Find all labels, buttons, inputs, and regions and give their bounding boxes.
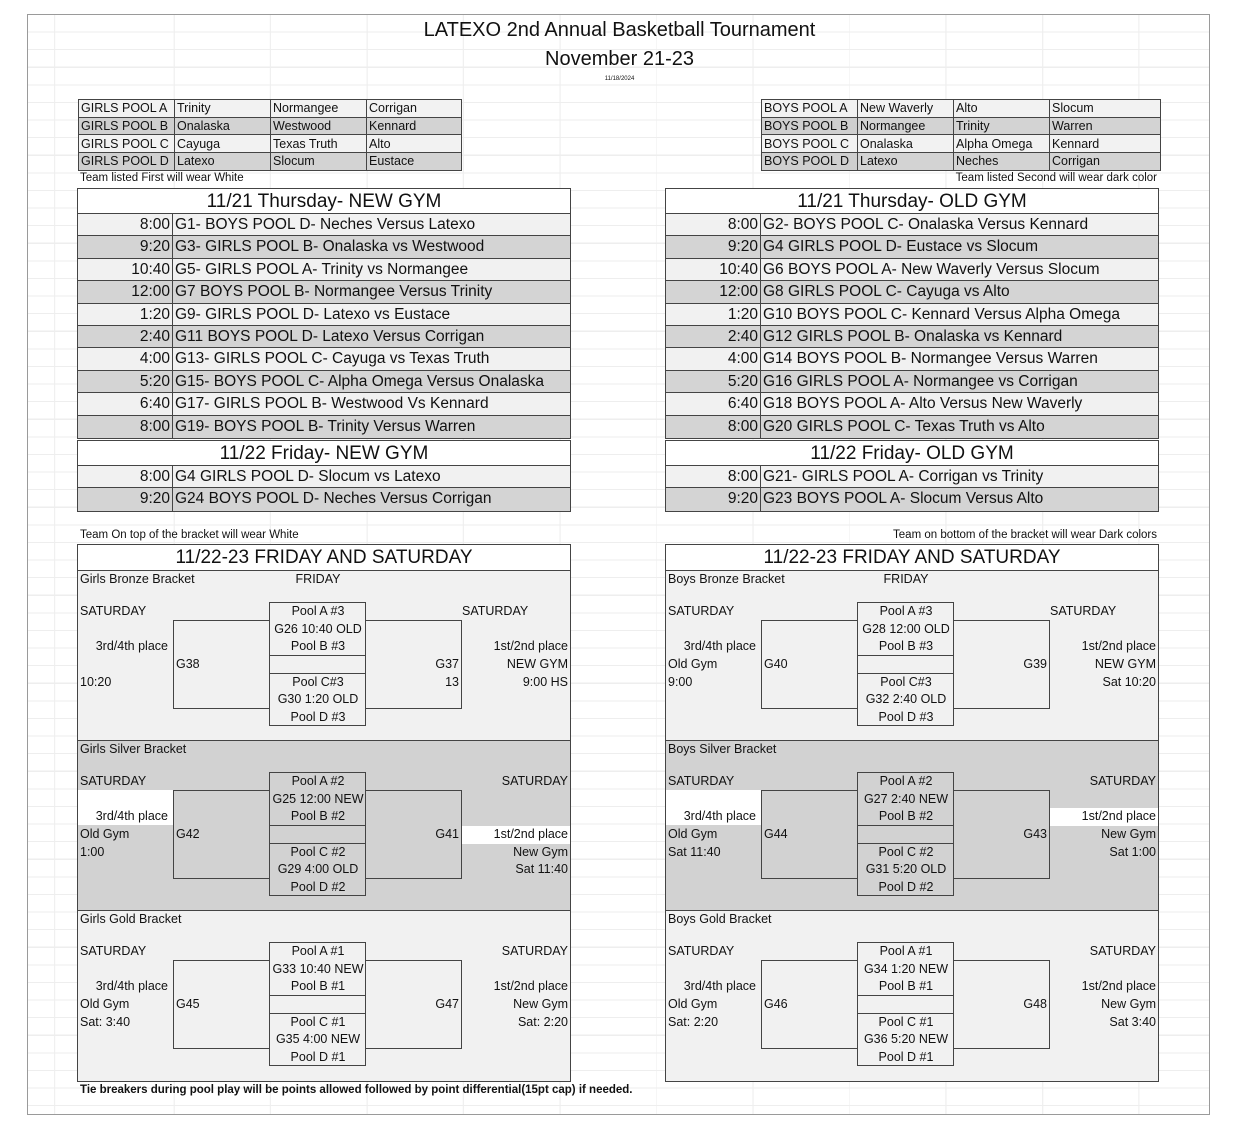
- game-slot: G28 12:00 OLD: [862, 622, 950, 636]
- schedule-friday-old-gym: [665, 440, 1159, 512]
- game-desc: G9- GIRLS POOL D- Latexo vs Eustace: [175, 305, 451, 323]
- game-time: 8:00: [78, 466, 173, 487]
- saturday-label: SATURDAY: [1089, 774, 1156, 788]
- game-desc: G8 GIRLS POOL C- Cayuga vs Alto: [763, 283, 1010, 301]
- seed-slot: Pool C #1: [290, 1015, 346, 1029]
- pool-label: BOYS POOL D: [762, 153, 858, 171]
- note-bottom-dark: Team on bottom of the bracket will wear Dark colors: [893, 529, 1157, 541]
- right-gym: NEW GYM: [506, 657, 568, 671]
- note-top-white: Team On top of the bracket will wear White: [80, 529, 299, 541]
- pool-team: Trinity: [175, 100, 271, 118]
- schedule-thursday-old-gym: [665, 188, 1159, 439]
- game-time: 5:20: [78, 371, 173, 392]
- seed-slot: Pool A #2: [879, 774, 933, 788]
- game-desc: G24 BOYS POOL D- Neches Versus Corrigan: [175, 490, 492, 508]
- pool-team: Corrigan: [1050, 153, 1161, 171]
- game-desc: G15- BOYS POOL C- Alpha Omega Versus Onalaska: [175, 372, 545, 390]
- game-desc: G16 GIRLS POOL A- Normangee vs Corrigan: [763, 372, 1078, 390]
- seed-slot: Pool D #3: [290, 710, 346, 724]
- left-time: Sat: 3:40: [80, 1015, 131, 1029]
- saturday-label: SATURDAY: [668, 944, 735, 958]
- schedule-row: [666, 348, 1158, 370]
- seed-slot: Pool C #2: [878, 845, 934, 859]
- pool-team: Cayuga: [175, 135, 271, 153]
- pool-label: BOYS POOL C: [762, 135, 858, 153]
- seed-slot: Pool B #3: [878, 639, 934, 653]
- bracket-title: Girls Bronze Bracket: [80, 572, 195, 586]
- seed-slot: Pool C #1: [878, 1015, 934, 1029]
- game-slot: G35 4:00 NEW: [275, 1032, 361, 1046]
- tiebreaker-note: Tie breakers during pool play will be points allowed followed by point differential(15pt cap) if needed.: [80, 1084, 633, 1096]
- pool-team: Latexo: [858, 153, 954, 171]
- schedule-row: [666, 416, 1158, 438]
- bracket-section: [666, 911, 1158, 1081]
- schedule-row: [78, 488, 570, 510]
- game-desc: G14 BOYS POOL B- Normangee Versus Warren: [763, 350, 1098, 368]
- seed-slot: Pool C #2: [290, 845, 346, 859]
- schedule-row: [78, 304, 570, 326]
- seed-slot: Pool A #3: [291, 604, 345, 618]
- game-time: 4:00: [78, 348, 173, 369]
- game-time: 8:00: [666, 416, 761, 438]
- game-slot: G30 1:20 OLD: [277, 692, 359, 706]
- first-place-label: 1st/2nd place: [493, 639, 568, 653]
- pool-team: Texas Truth: [271, 135, 367, 153]
- game-desc: G6 BOYS POOL A- New Waverly Versus Slocum: [763, 260, 1100, 278]
- schedule-header: 11/22 Friday- OLD GYM: [666, 441, 1158, 466]
- right-game: G48: [1023, 997, 1047, 1011]
- right-gym: New Gym: [1101, 827, 1156, 841]
- pool-team: Alto: [954, 100, 1050, 118]
- first-place-label: 1st/2nd place: [493, 979, 568, 993]
- pool-row: [79, 100, 462, 118]
- bracket-title: Boys Silver Bracket: [668, 742, 777, 756]
- schedule-row: [78, 236, 570, 258]
- pool-team: Trinity: [954, 117, 1050, 135]
- schedule-row: [666, 259, 1158, 281]
- left-game: G42: [176, 827, 200, 841]
- pool-label: GIRLS POOL A: [79, 100, 175, 118]
- game-desc: G20 GIRLS POOL C- Texas Truth vs Alto: [763, 417, 1045, 435]
- game-slot: G25 12:00 NEW: [272, 792, 364, 806]
- right-extra: 13: [445, 675, 459, 689]
- schedule-row: [78, 393, 570, 415]
- bracket-title: Boys Bronze Bracket: [668, 572, 785, 586]
- girls-pools-table: [78, 99, 462, 171]
- first-place-label: 1st/2nd place: [1081, 809, 1156, 823]
- game-desc: G7 BOYS POOL B- Normangee Versus Trinity: [175, 283, 493, 301]
- saturday-label: SATURDAY: [80, 944, 147, 958]
- schedule-row: [78, 281, 570, 303]
- game-slot: G27 2:40 NEW: [863, 792, 949, 806]
- pool-team: Westwood: [271, 117, 367, 135]
- pool-team: Kennard: [1050, 135, 1161, 153]
- game-time: 8:00: [666, 466, 761, 487]
- left-time: 1:00: [80, 845, 105, 859]
- boys-brackets-panel: [665, 544, 1159, 1082]
- game-slot: G31 5:20 OLD: [865, 862, 947, 876]
- seed-slot: Pool B #1: [290, 979, 346, 993]
- seed-slot: Pool C#3: [292, 675, 344, 689]
- game-desc: G5- GIRLS POOL A- Trinity vs Normangee: [175, 260, 469, 278]
- third-place-label: 3rd/4th place: [95, 639, 168, 653]
- left-gym: Old Gym: [668, 997, 718, 1011]
- schedule-row: [666, 371, 1158, 393]
- game-desc: G23 BOYS POOL A- Slocum Versus Alto: [763, 490, 1044, 508]
- pool-label: GIRLS POOL C: [79, 135, 175, 153]
- saturday-label: SATURDAY: [462, 604, 529, 618]
- schedule-friday-new-gym: [77, 440, 571, 512]
- left-game: G46: [764, 997, 788, 1011]
- pool-row: [762, 100, 1161, 118]
- seed-slot: Pool D #2: [290, 880, 346, 894]
- seed-slot: Pool B #3: [290, 639, 346, 653]
- schedule-header: 11/21 Thursday- OLD GYM: [666, 189, 1158, 214]
- game-time: 9:20: [78, 236, 173, 257]
- seed-slot: Pool D #3: [878, 710, 934, 724]
- pool-label: BOYS POOL B: [762, 117, 858, 135]
- bracket-panel-header: 11/22-23 FRIDAY AND SATURDAY: [78, 545, 570, 571]
- pool-team: Eustace: [367, 153, 462, 171]
- game-time: 12:00: [666, 281, 761, 302]
- game-desc: G11 BOYS POOL D- Latexo Versus Corrigan: [175, 327, 485, 345]
- saturday-label: SATURDAY: [668, 774, 735, 788]
- pool-team: Onalaska: [175, 117, 271, 135]
- game-time: 8:00: [78, 214, 173, 235]
- game-time: 10:40: [78, 259, 173, 280]
- game-desc: G4 GIRLS POOL D- Eustace vs Slocum: [763, 238, 1039, 256]
- bracket-section: [78, 911, 570, 1081]
- bracket-section: [666, 571, 1158, 741]
- left-game: G38: [176, 657, 200, 671]
- right-game: G43: [1023, 827, 1047, 841]
- game-desc: G4 GIRLS POOL D- Slocum vs Latexo: [175, 468, 441, 485]
- pool-team: Normangee: [858, 117, 954, 135]
- note-first-white: Team listed First will wear White: [80, 172, 244, 184]
- game-time: 2:40: [666, 326, 761, 347]
- girls-brackets-panel: [77, 544, 571, 1082]
- game-slot: G34 1:20 NEW: [863, 962, 949, 976]
- left-game: G45: [176, 997, 200, 1011]
- pool-label: GIRLS POOL B: [79, 117, 175, 135]
- game-slot: G26 10:40 OLD: [274, 622, 362, 636]
- seed-slot: Pool A #1: [879, 944, 933, 958]
- saturday-label: SATURDAY: [501, 944, 568, 958]
- pool-team: Slocum: [271, 153, 367, 171]
- left-gym: Old Gym: [80, 997, 130, 1011]
- right-time: Sat 10:20: [1102, 675, 1156, 689]
- bracket-section: [666, 741, 1158, 911]
- pool-row: [762, 117, 1161, 135]
- schedule-header: 11/22 Friday- NEW GYM: [78, 441, 570, 466]
- bracket-section: [78, 571, 570, 741]
- saturday-label: SATURDAY: [1089, 944, 1156, 958]
- game-time: 1:20: [78, 304, 173, 325]
- game-time: 1:20: [666, 304, 761, 325]
- left-gym: Old Gym: [668, 657, 718, 671]
- schedule-row: [78, 326, 570, 348]
- third-place-label: 3rd/4th place: [95, 809, 168, 823]
- pool-team: Warren: [1050, 117, 1161, 135]
- schedule-header: 11/21 Thursday- NEW GYM: [78, 189, 570, 214]
- game-time: 6:40: [666, 393, 761, 414]
- game-desc: G1- BOYS POOL D- Neches Versus Latexo: [175, 216, 476, 233]
- schedule-row: [78, 348, 570, 370]
- schedule-row: [78, 371, 570, 393]
- bracket-title: Girls Gold Bracket: [80, 912, 182, 926]
- game-desc: G21- GIRLS POOL A- Corrigan vs Trinity: [763, 468, 1044, 485]
- seed-slot: Pool A #3: [879, 604, 933, 618]
- game-desc: G18 BOYS POOL A- Alto Versus New Waverly: [763, 395, 1083, 413]
- schedule-row: [666, 214, 1158, 236]
- bracket-panel-header: 11/22-23 FRIDAY AND SATURDAY: [666, 545, 1158, 571]
- saturday-label: SATURDAY: [80, 604, 147, 618]
- saturday-label: SATURDAY: [1050, 604, 1117, 618]
- seed-slot: Pool B #2: [878, 809, 934, 823]
- bracket-section: [78, 741, 570, 911]
- right-time: Sat: 2:20: [517, 1015, 568, 1029]
- game-desc: G12 GIRLS POOL B- Onalaska vs Kennard: [763, 327, 1063, 345]
- first-place-label: 1st/2nd place: [1081, 639, 1156, 653]
- game-time: 8:00: [78, 416, 173, 438]
- pool-team: Onalaska: [858, 135, 954, 153]
- left-time: 10:20: [80, 675, 112, 689]
- pool-team: New Waverly: [858, 100, 954, 118]
- pool-row: [762, 135, 1161, 153]
- saturday-label: SATURDAY: [668, 604, 735, 618]
- game-time: 5:20: [666, 371, 761, 392]
- schedule-row: [666, 488, 1158, 510]
- pool-row: [79, 153, 462, 171]
- first-place-label: 1st/2nd place: [1081, 979, 1156, 993]
- third-place-label: 3rd/4th place: [95, 979, 168, 993]
- game-slot: G36 5:20 NEW: [863, 1032, 949, 1046]
- schedule-row: [666, 281, 1158, 303]
- saturday-label: SATURDAY: [80, 774, 147, 788]
- note-second-dark: Team listed Second will wear dark color: [955, 172, 1157, 184]
- left-time: 9:00: [668, 675, 693, 689]
- game-time: 9:20: [78, 488, 173, 510]
- game-time: 2:40: [78, 326, 173, 347]
- pool-label: BOYS POOL A: [762, 100, 858, 118]
- seed-slot: Pool D #1: [878, 1050, 934, 1064]
- right-time: Sat 1:00: [1109, 845, 1156, 859]
- right-gym: New Gym: [513, 997, 568, 1011]
- schedule-thursday-new-gym: [77, 188, 571, 439]
- bracket-title: Girls Silver Bracket: [80, 742, 187, 756]
- seed-slot: Pool D #1: [290, 1050, 346, 1064]
- seed-slot: Pool B #2: [290, 809, 346, 823]
- schedule-row: [666, 236, 1158, 258]
- saturday-label: SATURDAY: [501, 774, 568, 788]
- game-desc: G2- BOYS POOL C- Onalaska Versus Kennard: [763, 216, 1089, 233]
- left-gym: Old Gym: [80, 827, 130, 841]
- seed-slot: Pool C#3: [880, 675, 932, 689]
- right-time: Sat 11:40: [515, 862, 568, 876]
- pool-team: Slocum: [1050, 100, 1161, 118]
- right-game: G47: [435, 997, 459, 1011]
- right-gym: New Gym: [513, 845, 568, 859]
- game-desc: G17- GIRLS POOL B- Westwood Vs Kennard: [175, 395, 489, 413]
- pool-team: Kennard: [367, 117, 462, 135]
- right-game: G39: [1023, 657, 1047, 671]
- seed-slot: Pool D #2: [878, 880, 934, 894]
- schedule-row: [666, 304, 1158, 326]
- pool-label: GIRLS POOL D: [79, 153, 175, 171]
- pool-team: Alpha Omega: [954, 135, 1050, 153]
- left-gym: Old Gym: [668, 827, 718, 841]
- game-time: 9:20: [666, 236, 761, 257]
- print-date: 11/18/2024: [604, 76, 635, 82]
- bracket-title: Boys Gold Bracket: [668, 912, 772, 926]
- pool-team: Neches: [954, 153, 1050, 171]
- schedule-row: [666, 326, 1158, 348]
- game-time: 10:40: [666, 259, 761, 280]
- schedule-row: [78, 466, 570, 488]
- third-place-label: 3rd/4th place: [683, 639, 756, 653]
- pool-row: [79, 117, 462, 135]
- left-time: Sat 11:40: [668, 845, 721, 859]
- schedule-row: [78, 214, 570, 236]
- right-game: G37: [435, 657, 459, 671]
- schedule-row: [78, 416, 570, 438]
- game-time: 6:40: [78, 393, 173, 414]
- game-time: 8:00: [666, 214, 761, 235]
- game-slot: G29 4:00 OLD: [277, 862, 359, 876]
- pool-team: Normangee: [271, 100, 367, 118]
- tournament-title: LATEXO 2nd Annual Basketball Tournament: [423, 19, 816, 41]
- right-time: Sat 3:40: [1109, 1015, 1156, 1029]
- game-time: 12:00: [78, 281, 173, 302]
- friday-label: FRIDAY: [295, 572, 341, 586]
- left-time: Sat: 2:20: [668, 1015, 719, 1029]
- game-desc: G19- BOYS POOL B- Trinity Versus Warren: [175, 417, 476, 435]
- right-game: G41: [435, 827, 459, 841]
- friday-label: FRIDAY: [883, 572, 929, 586]
- seed-slot: Pool A #2: [291, 774, 345, 788]
- schedule-row: [666, 393, 1158, 415]
- game-slot: G33 10:40 NEW: [272, 962, 364, 976]
- left-game: G44: [764, 827, 788, 841]
- game-desc: G3- GIRLS POOL B- Onalaska vs Westwood: [175, 238, 485, 256]
- third-place-label: 3rd/4th place: [683, 809, 756, 823]
- right-gym: New Gym: [1101, 997, 1156, 1011]
- spreadsheet-sheet: [27, 14, 1210, 1115]
- pool-row: [79, 135, 462, 153]
- third-place-label: 3rd/4th place: [683, 979, 756, 993]
- boys-pools-table: [761, 99, 1161, 171]
- left-game: G40: [764, 657, 788, 671]
- game-desc: G13- GIRLS POOL C- Cayuga vs Texas Truth: [175, 350, 490, 368]
- right-gym: NEW GYM: [1094, 657, 1156, 671]
- game-slot: G32 2:40 OLD: [865, 692, 947, 706]
- game-desc: G10 BOYS POOL C- Kennard Versus Alpha Omega: [763, 305, 1120, 323]
- pool-row: [762, 153, 1161, 171]
- tournament-dates: November 21-23: [545, 48, 694, 70]
- schedule-row: [78, 259, 570, 281]
- pool-team: Latexo: [175, 153, 271, 171]
- schedule-row: [666, 466, 1158, 488]
- pool-team: Corrigan: [367, 100, 462, 118]
- pool-team: Alto: [367, 135, 462, 153]
- right-time: 9:00 HS: [522, 675, 568, 689]
- first-place-label: 1st/2nd place: [493, 827, 568, 841]
- seed-slot: Pool B #1: [878, 979, 934, 993]
- seed-slot: Pool A #1: [291, 944, 345, 958]
- game-time: 9:20: [666, 488, 761, 510]
- game-time: 4:00: [666, 348, 761, 369]
